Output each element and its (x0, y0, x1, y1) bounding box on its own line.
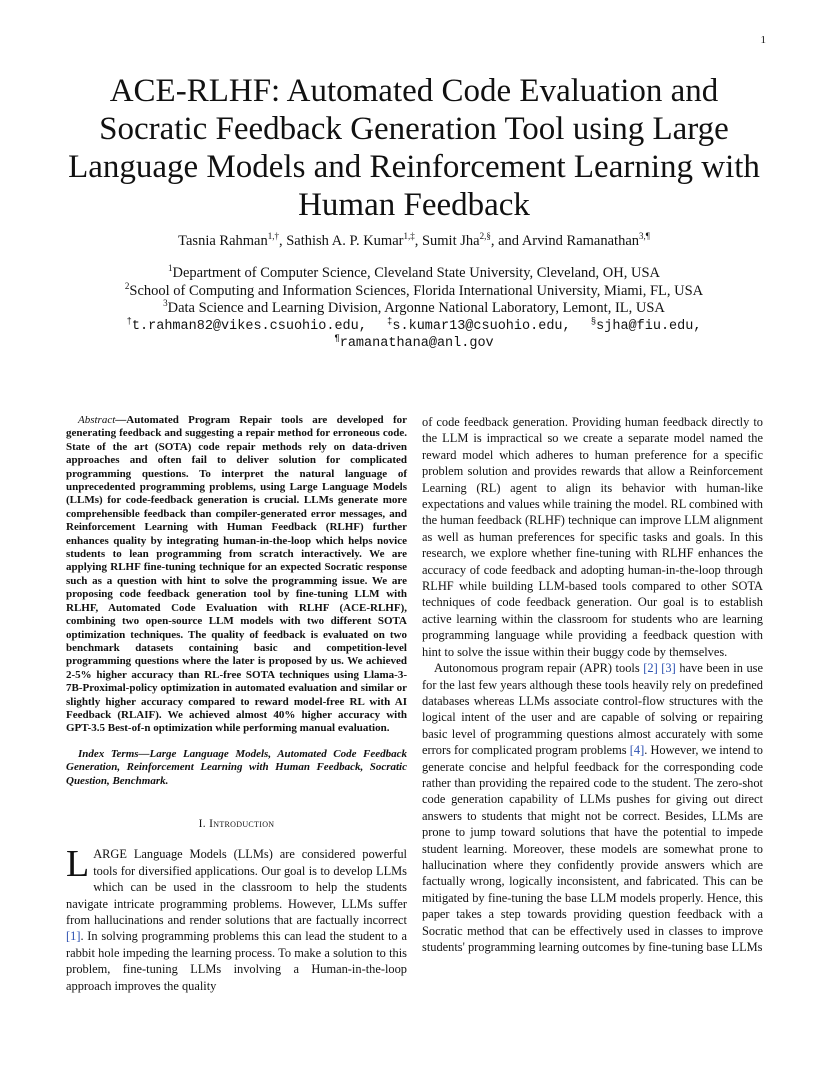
affiliation-text: Department of Computer Science, Cleveland State University, Cleveland, OH, USA (172, 265, 660, 281)
abstract-text: Automated Program Repair tools are developed for generating feedback and suggesting a repair method for erroneous code. State of the art (SOTA) code repair methods rely on data-driven approaches and often fail to deliver solution for complicated programming questions. To interpret the natural language of unprecedented programming problems, using Large Language Models (LLMs) for code-feedback generation is crucial. LLMs generate more comprehensible feedback than compiler-generated error messages, and Reinforcement Learning with Human Feedback (RLHF) further enhances quality by integrating human-in-the-loop which helps novice students to lean programming from scratch interactively. We are applying RLHF fine-tuning technique for an expected Socratic response such as a question with hint to solve the programming issue. We are proposing code feedback generation tool by fine-tuning LLM with RLHF, Automated Code Evaluation with RLHF (ACE-RLHF), combining two open-source LLM models with two different SOTA optimization techniques. The quality of feedback is evaluated on two benchmark datasets containing basic and competition-level programming questions where the later is proposed by us. We achieved 2-5% higher accuracy than RL-free SOTA techniques using Llama-3-7B-Proximal-policy optimization in automated evaluation and similar or slightly higher accuracy compared to reward model-free RL with AI Feedback (RLAIF). We achieved almost 40% higher accuracy with GPT-3.5 Best-of-n optimization while performing manual evaluation. (66, 414, 407, 735)
author-marks: 1,† (267, 231, 279, 242)
email-text: s.kumar13@csuohio.edu, (392, 318, 571, 334)
affiliation-line (60, 265, 768, 283)
email-entry (386, 316, 571, 334)
author-name: Arvind Ramanathan (521, 233, 640, 249)
email-list (60, 335, 768, 353)
author-list: Tasnia Rahman$^{1,\dagger}$, Sathish A. P. Kumar$^{1,\ddagger}$, Sumit Jha$^{2,\S}$, and Arvind Ramanathan$^{3,\P}$ (178, 231, 650, 249)
email-mark: † (126, 316, 132, 326)
index-terms-text: Large Language Models, Automated Code Feedback Generation, Reinforcement Learning with Human Feedback, Socratic Question, Benchmark. (66, 747, 407, 787)
body-paragraph (422, 660, 763, 955)
affiliation-text: Data Science and Learning Division, Argonne National Laboratory, Lemont, IL, USA (167, 300, 665, 316)
citation-link[interactable]: [3] (661, 661, 676, 676)
body-text: have been in use for the last few years although these tools heavily rely on predefined databases whereas LLMs associate control-flow structures with the logical intent of the user and are capable of solving or repairing basic level of programming questions almost accurately with some errors for complicated program problems (422, 661, 763, 758)
email-text: t.rahman82@vikes.csuohio.edu, (131, 318, 367, 334)
intro-paragraph (66, 843, 407, 994)
email-mark: § (590, 316, 597, 326)
email-list (60, 318, 768, 336)
email-text: sjha@fiu.edu, (596, 318, 702, 334)
abstract-dash: — (115, 414, 127, 426)
email-mark: ¶ (334, 333, 340, 344)
affiliation-mark: 2 (124, 280, 130, 291)
abstract-label: Abstract (78, 414, 116, 426)
index-terms-dash: — (138, 747, 150, 760)
email-entry (590, 316, 702, 334)
index-terms-label: Index Terms (78, 747, 139, 760)
affiliation-line (60, 300, 768, 318)
section-heading (66, 816, 407, 832)
intro-text-continued: . In solving programming problems this can lead the student to a rabbit hole impeding the learning process. To make a solution to this problem, fine-tuning LLMs involving a Human-in-the-loop approach improves the quality (66, 929, 407, 993)
intro-text: ARGE Language Models (LLMs) are considered powerful tools for diversified applications. Our goal is to develop LLMs which can be used in the classroom to help the students navigate intricate programming problems. However, LLMs suffer from hallucinations and render solutions that are factually incorrect (66, 847, 407, 927)
affiliation-mark: 1 (167, 263, 173, 274)
author-marks: 1,‡ (403, 231, 415, 242)
citation-link[interactable]: [4] (629, 743, 645, 758)
citation-link[interactable]: [2] (643, 661, 658, 676)
index-terms (66, 748, 407, 788)
affiliations (60, 265, 768, 353)
author-marks: 2,§ (479, 231, 491, 242)
section-title: Introduction (209, 817, 275, 830)
citation-link[interactable]: [1] (66, 929, 81, 944)
abstract (66, 414, 407, 736)
page-number: 1 (760, 34, 766, 46)
author-marks: 3,¶ (639, 231, 650, 242)
author-name: Sathish A. P. Kumar (286, 233, 404, 249)
drop-cap: L (66, 843, 90, 886)
author-name: Sumit Jha (421, 233, 480, 249)
email-entry (334, 333, 494, 351)
left-column (66, 414, 407, 994)
right-column (422, 414, 763, 955)
paper-title: ACE-RLHF: Automated Code Evaluation and Socratic Feedback Generation Tool using Large Language Models and Reinforcement Learning with Human Feedback (68, 73, 760, 223)
body-text: Autonomous program repair (APR) tools (434, 661, 644, 676)
affiliation-text: School of Computing and Information Sciences, Florida International University, Miami, FL, USA (129, 282, 704, 299)
email-text: ramanathana@anl.gov (339, 336, 494, 351)
author-name: Tasnia Rahman (178, 233, 268, 249)
email-entry (126, 316, 367, 334)
section-number: I. (198, 817, 206, 830)
email-mark: ‡ (386, 316, 393, 326)
affiliation-mark: 3 (163, 298, 168, 309)
body-text: . However, we intend to generate concise and helpful feedback for the corresponding code rather than providing the repaired code to the student. The zero-shot code generation capability of LLMs pushes for giving out direct answers to students that might not be correct. Besides, LLMs are prone to jump toward solutions that have the potential to impede student learning. Moreover, these models are somewhat prone to hallucination where they confidently provide answers which are factually wrong, logically inconsistent, and fabricated. This can be mitigated by fine-tuning the base LLM models properly. Hence, this paper takes a step towards providing question feedback with a Socratic method that can be effectively used in classes to improve students' programming learning outcomes by fine-tuning base LLMs (422, 743, 763, 954)
body-paragraph: of code feedback generation. Providing human feedback directly to the LLM is impractical so we create a separate model named the reward model which adheres to human preference for a specific problem solution and provides rewards that allow a Reinforcement Learning (RL) agent to align its behavior with human-like expectations and values while training the model. RL combined with the human feedback (RLHF) technique can improve LLM alignment as well as human preferences for specific tasks and goals. In this research, we explore whether fine-tuning with RLHF enhances the accuracy of code feedback and adopting human-in-the-loop through RLHF while building LLM-based tools compared to other SOTA techniques of code feedback generation. Our goal is to establish active learning within the classroom for students who are learning programming language while providing a feedback question with hint to solve the issue within their buggy code by themselves. (422, 415, 763, 659)
